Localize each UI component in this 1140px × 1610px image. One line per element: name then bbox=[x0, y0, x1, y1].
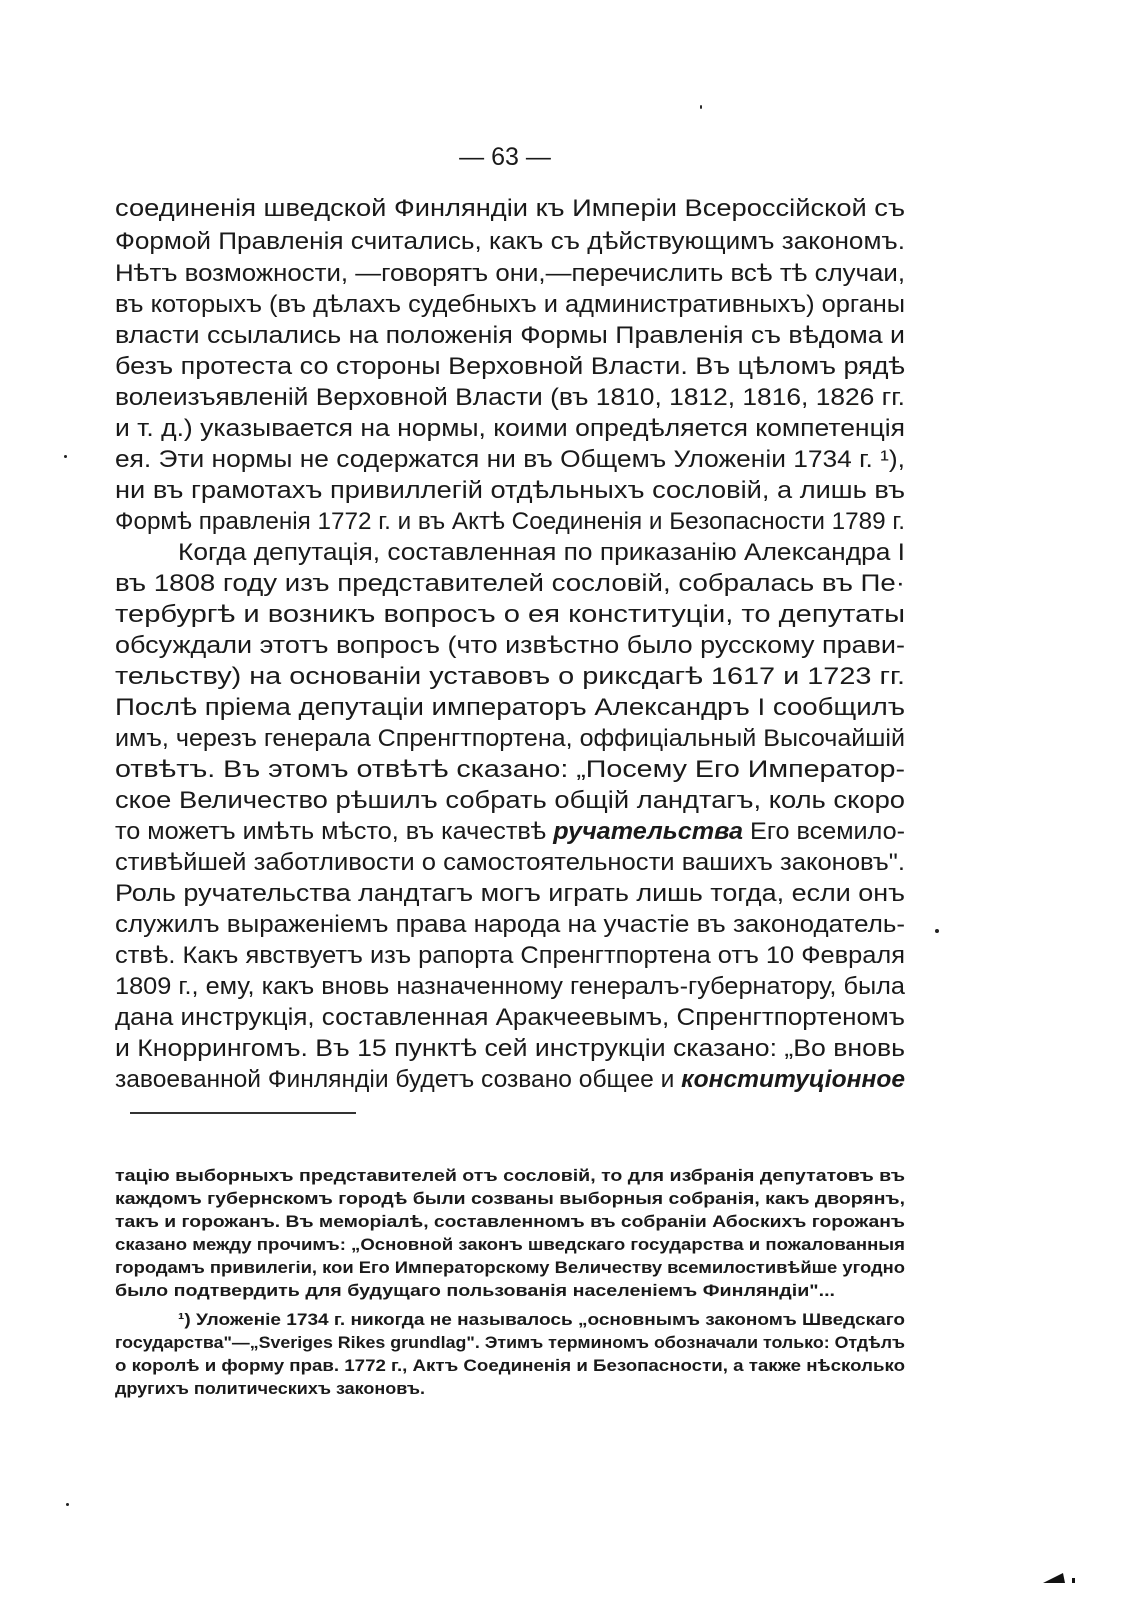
footnote-line: тацію выборныхъ представителей отъ сословій, то для избранія депутатовъ въ bbox=[115, 1166, 905, 1185]
text-line: дана инструкція, составленная Аракчеевымъ, Спренгтпортеномъ bbox=[115, 1004, 905, 1031]
footnote-line: сказано между прочимъ: „Основной законъ шведскаго государства и пожалованныя bbox=[115, 1235, 905, 1254]
text-line-mixed bbox=[115, 820, 905, 844]
scan-mark bbox=[1043, 1571, 1077, 1585]
footnote-line: о королѣ и форму прав. 1772 г., Актъ Соединенія и Безопасности, а также нѣсколько bbox=[115, 1356, 905, 1375]
text-segment: завоеванной Финляндіи будетъ созвано общее и bbox=[115, 1066, 682, 1093]
scan-speck bbox=[935, 929, 939, 933]
text-line: соединенія шведской Финляндіи къ Имперіи Всероссійской съ bbox=[115, 195, 905, 222]
footnote-line: городамъ привилегіи, кои Его Императорскому Величеству всемилостивѣйше угодно bbox=[115, 1258, 905, 1277]
text-line: Послѣ пріема депутаціи императоръ Александръ I сообщилъ bbox=[115, 694, 905, 721]
text-line: безъ протеста со стороны Верховной Власти. Въ цѣломъ рядѣ bbox=[115, 353, 905, 380]
text-line: 1809 г., ему, какъ вновь назначенному генералъ-губернатору, была bbox=[115, 973, 905, 1000]
text-line: въ 1808 году изъ представителей сословій, собралась въ Пе· bbox=[115, 570, 905, 597]
scan-speck bbox=[700, 105, 702, 109]
footnote-line: ¹) Уложеніе 1734 г. никогда не называлось „основнымъ закономъ Шведскаго bbox=[178, 1310, 905, 1329]
text-segment: то можетъ имѣть мѣсто, въ качествѣ bbox=[115, 818, 554, 845]
text-line: волеизъявленій Верховной Власти (въ 1810, 1812, 1816, 1826 гг. bbox=[115, 384, 905, 411]
footnote-line: другихъ политическихъ законовъ. bbox=[115, 1379, 425, 1398]
text-line: тербургѣ и возникъ вопросъ о ея конституціи, то депутаты bbox=[115, 601, 905, 628]
text-line: Когда депутація, составленная по приказанію Александра I bbox=[178, 539, 905, 566]
footnote-line: такъ и горожанъ. Въ меморіалѣ, составленномъ въ собраніи Абоскихъ горожанъ bbox=[115, 1212, 905, 1231]
text-line: служилъ выраженіемъ права народа на участіе въ законодатель- bbox=[115, 911, 905, 938]
emphasis-text: ручательства bbox=[553, 818, 744, 845]
text-line: власти ссылались на положенія Формы Правленія съ вѣдома и bbox=[115, 322, 905, 349]
text-segment: Его всемило- bbox=[743, 818, 905, 845]
footnote-separator bbox=[130, 1112, 356, 1114]
text-line-mixed bbox=[115, 1068, 905, 1092]
text-line: тельству) на основаніи уставовъ о риксдагѣ 1617 и 1723 гг. bbox=[115, 663, 905, 690]
text-line: ея. Эти нормы не содержатся ни въ Общемъ Уложеніи 1734 г. ¹), bbox=[115, 446, 906, 473]
scan-speck bbox=[64, 455, 67, 458]
text-line: отвѣтъ. Въ этомъ отвѣтѣ сказано: „Посему Его Император- bbox=[115, 756, 905, 783]
text-line: Формой Правленія считались, какъ съ дѣйствующимъ закономъ. bbox=[115, 228, 905, 255]
text-line: Нѣтъ возможности, —говорятъ они,—перечислить всѣ тѣ случаи, bbox=[115, 260, 905, 287]
text-line: въ которыхъ (въ дѣлахъ судебныхъ и административныхъ) органы bbox=[115, 291, 905, 318]
text-line: и Кноррингомъ. Въ 15 пунктѣ сей инструкціи сказано: „Во вновь bbox=[115, 1035, 905, 1062]
text-line: Формѣ правленія 1772 г. и въ Актѣ Соединенія и Безопасности 1789 г. bbox=[115, 508, 906, 535]
page-number: — 63 — bbox=[459, 143, 551, 171]
text-line: ское Величество рѣшилъ собрать общій ландтагъ, коль скоро bbox=[115, 787, 905, 814]
text-line: имъ, черезъ генерала Спренгтпортена, оффиціальный Высочайшій bbox=[115, 725, 905, 752]
text-line: обсуждали этотъ вопросъ (что извѣстно было русскому прави- bbox=[115, 632, 905, 659]
footnote-line: каждомъ губернскомъ городѣ были созваны выборныя собранія, какъ дворянъ, bbox=[115, 1189, 905, 1208]
text-line: Роль ручательства ландтагъ могъ играть лишь тогда, если онъ bbox=[115, 880, 906, 907]
text-line: ствѣ. Какъ явствуетъ изъ рапорта Спренгтпортена отъ 10 Февраля bbox=[115, 942, 905, 969]
footnote-line: было подтвердить для будущаго пользованія населеніемъ Финляндіи"... bbox=[115, 1281, 835, 1300]
emphasis-text: конституціонное bbox=[681, 1066, 905, 1093]
text-line: стивѣйшей заботливости о самостоятельности вашихъ законовъ". bbox=[115, 849, 905, 876]
scan-speck bbox=[66, 1503, 69, 1506]
text-line: ни въ грамотахъ привиллегій отдѣльныхъ сословій, а лишь въ bbox=[115, 477, 905, 504]
footnote-line: государства"—„Sveriges Rikes grundlag". Этимъ терминомъ обозначали только: Отдѣлъ bbox=[115, 1333, 905, 1352]
text-line: и т. д.) указывается на нормы, коими опредѣляется компетенція bbox=[115, 415, 905, 442]
